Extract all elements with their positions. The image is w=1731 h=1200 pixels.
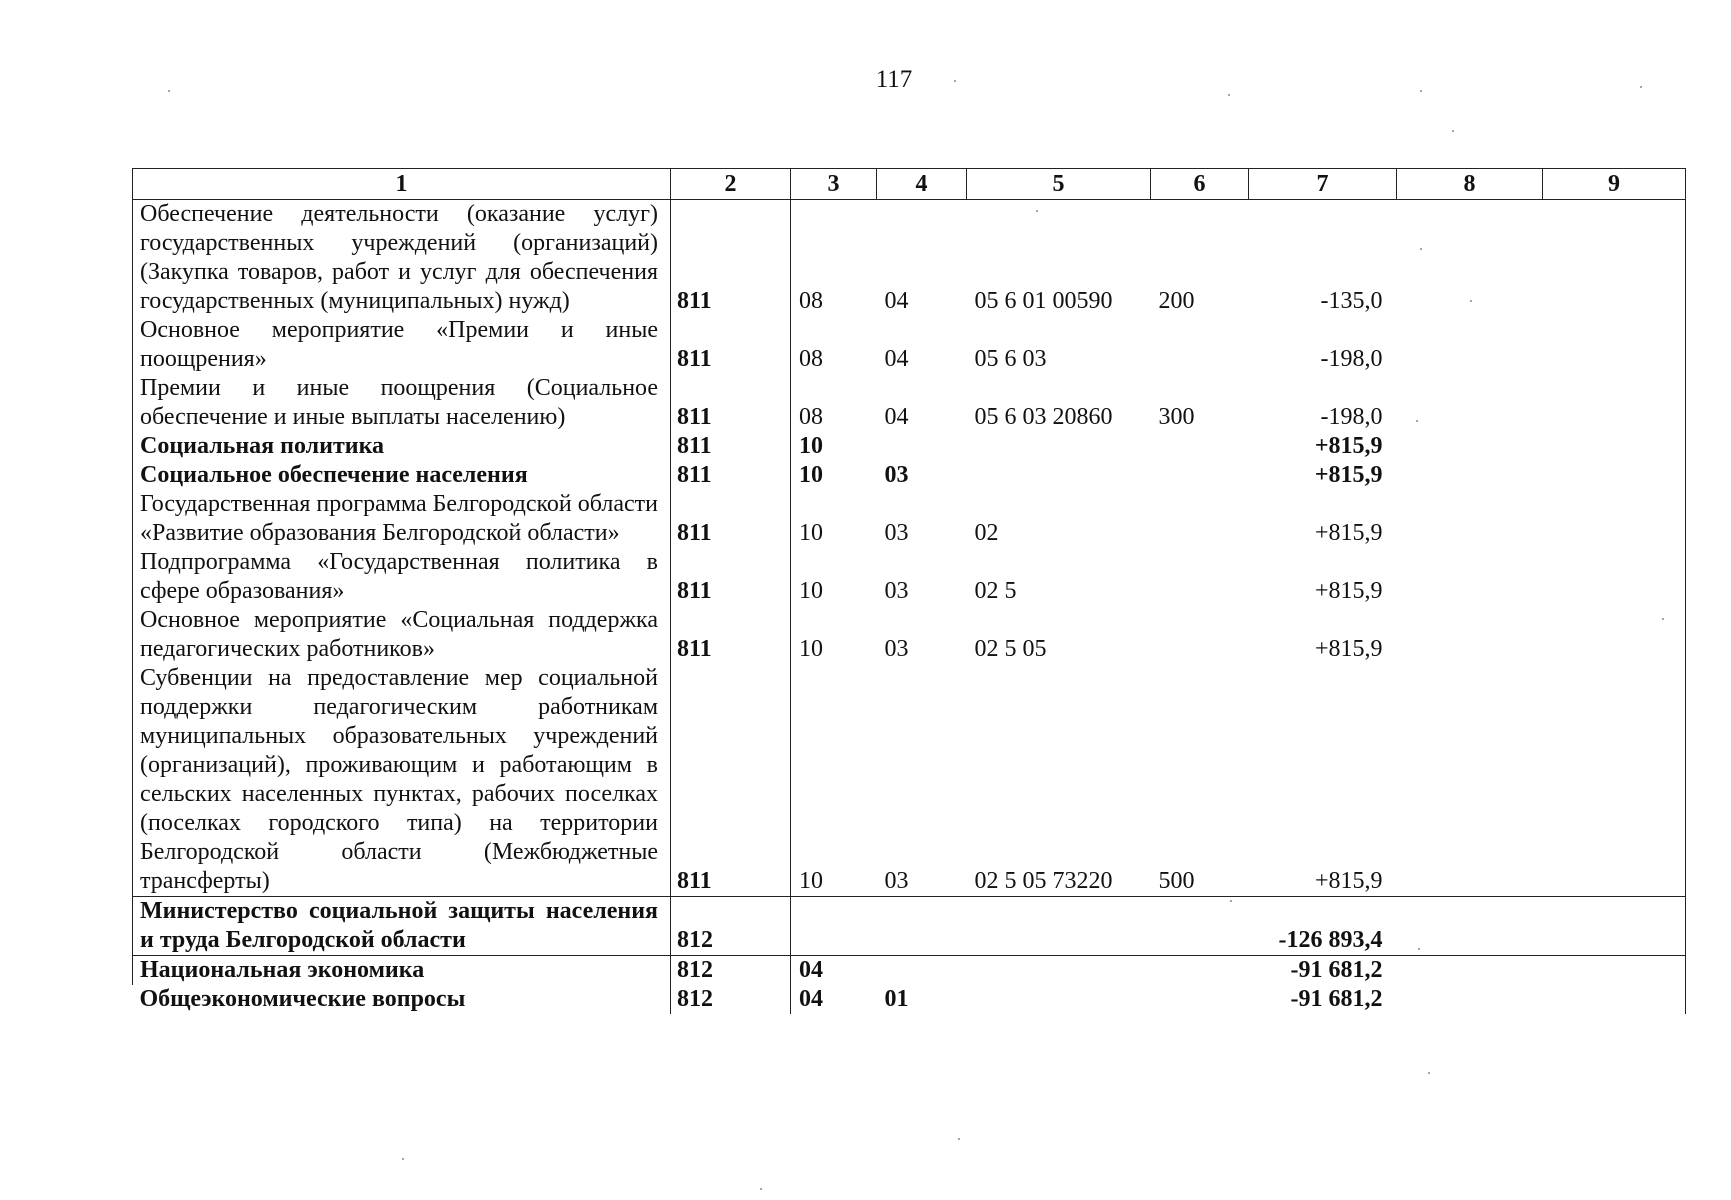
row-col-8 (1397, 316, 1543, 374)
table-row (133, 374, 1686, 432)
row-name: Субвенции на предоставление мер социальной поддержки педагогическим работникам муниципальных образовательных учреждений (организаций), проживающим и работающим в сельских населенных пунктах, рабочих поселках (поселках городского типа) на территории Белгородской области (Межбюджетные трансферты) (133, 664, 671, 897)
row-subsection (877, 956, 967, 986)
row-col-8 (1397, 461, 1543, 490)
page-number: 117 (875, 66, 913, 93)
row-section: 04 (791, 956, 877, 986)
row-col-8 (1397, 897, 1543, 956)
row-code: 811 (671, 664, 791, 897)
table-row (133, 200, 1686, 317)
row-section: 10 (799, 462, 823, 488)
row-expense-type: 200 (1158, 288, 1195, 314)
column-header-5: 5 (967, 169, 1151, 200)
table-row (133, 461, 1686, 490)
row-subsection (877, 897, 967, 956)
row-col-9 (1543, 664, 1686, 897)
row-col-8 (1397, 956, 1543, 986)
row-code: 812 (671, 956, 791, 986)
row-subsection: 04 (884, 404, 909, 430)
row-code: 811 (671, 200, 791, 317)
table-row (133, 432, 1686, 461)
row-expense-type (1151, 548, 1249, 606)
column-header-3: 3 (791, 169, 877, 200)
header-row (133, 169, 1686, 200)
row-amount: -135,0 (1320, 288, 1383, 314)
row-target-article: 02 5 05 (974, 636, 1047, 662)
table-row (133, 548, 1686, 606)
row-expense-type (1151, 606, 1249, 664)
row-subsection: 04 (884, 288, 909, 314)
row-amount: -91 681,2 (1290, 986, 1383, 1012)
row-expense-type: 500 (1158, 868, 1195, 894)
row-code: 811 (671, 461, 791, 490)
row-col-9 (1543, 606, 1686, 664)
row-expense-type (1151, 956, 1249, 986)
row-target-article: 02 5 05 73220 (974, 868, 1113, 894)
row-name: Основное мероприятие «Премии и иные поощрения» (133, 316, 671, 374)
row-code: 811 (671, 316, 791, 374)
table-row (133, 897, 1686, 956)
row-target-article: 05 6 01 00590 (974, 288, 1113, 314)
row-section: 04 (799, 986, 823, 1012)
row-expense-type: 300 (1158, 404, 1195, 430)
column-header-4: 4 (877, 169, 967, 200)
table-body (133, 200, 1686, 1015)
row-col-9 (1543, 985, 1686, 1014)
row-name: Национальная экономика (133, 956, 671, 986)
row-name: Министерство социальной защиты населения и труда Белгородской области (133, 897, 671, 956)
row-amount: +815,9 (1314, 462, 1383, 488)
table-row (133, 985, 1686, 1014)
row-subsection: 03 (884, 868, 909, 894)
row-name: Социальная политика (133, 432, 671, 461)
row-expense-type (1151, 432, 1249, 461)
row-amount: +815,9 (1314, 868, 1383, 894)
row-section: 10 (799, 520, 823, 546)
row-code: 811 (671, 374, 791, 432)
row-col-9 (1543, 200, 1686, 317)
row-expense-type (1151, 461, 1249, 490)
row-target-article (967, 897, 1151, 956)
row-name: Социальное обеспечение населения (133, 461, 671, 490)
row-col-8 (1397, 548, 1543, 606)
row-target-article: 05 6 03 (974, 346, 1047, 372)
row-col-8 (1397, 374, 1543, 432)
row-code: 811 (671, 432, 791, 461)
row-name: Основное мероприятие «Социальная поддержка педагогических работников» (133, 606, 671, 664)
row-name: Общеэкономические вопросы (133, 985, 671, 1014)
column-header-7: 7 (1249, 169, 1397, 200)
row-section: 08 (799, 346, 823, 372)
row-name: Государственная программа Белгородской области «Развитие образования Белгородской области» (133, 490, 671, 548)
row-section: 10 (799, 868, 823, 894)
row-name: Премии и иные поощрения (Социальное обеспечение и иные выплаты населению) (133, 374, 671, 432)
row-section (791, 897, 877, 956)
row-name: Подпрограмма «Государственная политика в сфере образования» (133, 548, 671, 606)
row-col-9 (1543, 374, 1686, 432)
row-subsection: 03 (884, 578, 909, 604)
row-subsection: 03 (884, 520, 909, 546)
column-header-8: 8 (1397, 169, 1543, 200)
row-amount: +815,9 (1314, 520, 1383, 546)
budget-table (132, 168, 1686, 1014)
table-row (133, 316, 1686, 374)
row-col-9 (1543, 316, 1686, 374)
column-header-6: 6 (1151, 169, 1249, 200)
row-col-8 (1397, 985, 1543, 1014)
row-subsection: 01 (884, 986, 909, 1012)
table-row (133, 606, 1686, 664)
row-target-article (967, 461, 1151, 490)
row-expense-type (1151, 985, 1249, 1014)
row-code: 812 (671, 897, 791, 956)
row-target-article (967, 432, 1151, 461)
row-col-9 (1543, 548, 1686, 606)
row-section: 10 (799, 433, 823, 459)
row-target-article (967, 956, 1151, 986)
row-target-article (967, 985, 1151, 1014)
row-amount: -126 893,4 (1249, 897, 1397, 956)
row-amount: +815,9 (1314, 636, 1383, 662)
row-col-9 (1543, 432, 1686, 461)
row-section: 08 (799, 404, 823, 430)
column-header-2: 2 (671, 169, 791, 200)
row-target-article: 02 (974, 520, 999, 546)
row-expense-type (1151, 490, 1249, 548)
row-name: Обеспечение деятельности (оказание услуг) государственных учреждений (организаций) (Закупка товаров, работ и услуг для обеспечения государственных (муниципальных) нужд) (133, 200, 671, 317)
column-header-9: 9 (1543, 169, 1686, 200)
column-header-1: 1 (133, 169, 671, 200)
row-code: 811 (671, 548, 791, 606)
row-col-8 (1397, 664, 1543, 897)
row-amount: +815,9 (1314, 433, 1383, 459)
row-col-8 (1397, 490, 1543, 548)
row-col-9 (1543, 956, 1686, 986)
table-row (133, 664, 1686, 897)
row-col-8 (1397, 200, 1543, 317)
row-col-9 (1543, 897, 1686, 956)
row-code: 811 (671, 606, 791, 664)
row-subsection: 03 (884, 462, 909, 488)
row-section: 08 (799, 288, 823, 314)
table-row (133, 956, 1686, 986)
row-col-8 (1397, 432, 1543, 461)
table-row (133, 490, 1686, 548)
row-col-9 (1543, 490, 1686, 548)
row-col-9 (1543, 461, 1686, 490)
row-col-8 (1397, 606, 1543, 664)
row-code: 812 (671, 985, 791, 1014)
row-amount: -198,0 (1320, 346, 1383, 372)
row-section: 10 (799, 578, 823, 604)
row-code: 811 (671, 490, 791, 548)
row-target-article: 02 5 (974, 578, 1017, 604)
row-subsection (877, 432, 967, 461)
row-amount: -91 681,2 (1249, 956, 1397, 986)
row-subsection: 04 (884, 346, 909, 372)
row-amount: -198,0 (1320, 404, 1383, 430)
row-section: 10 (799, 636, 823, 662)
row-expense-type (1151, 316, 1249, 374)
row-subsection: 03 (884, 636, 909, 662)
row-expense-type (1151, 897, 1249, 956)
row-target-article: 05 6 03 20860 (974, 404, 1113, 430)
row-amount: +815,9 (1314, 578, 1383, 604)
